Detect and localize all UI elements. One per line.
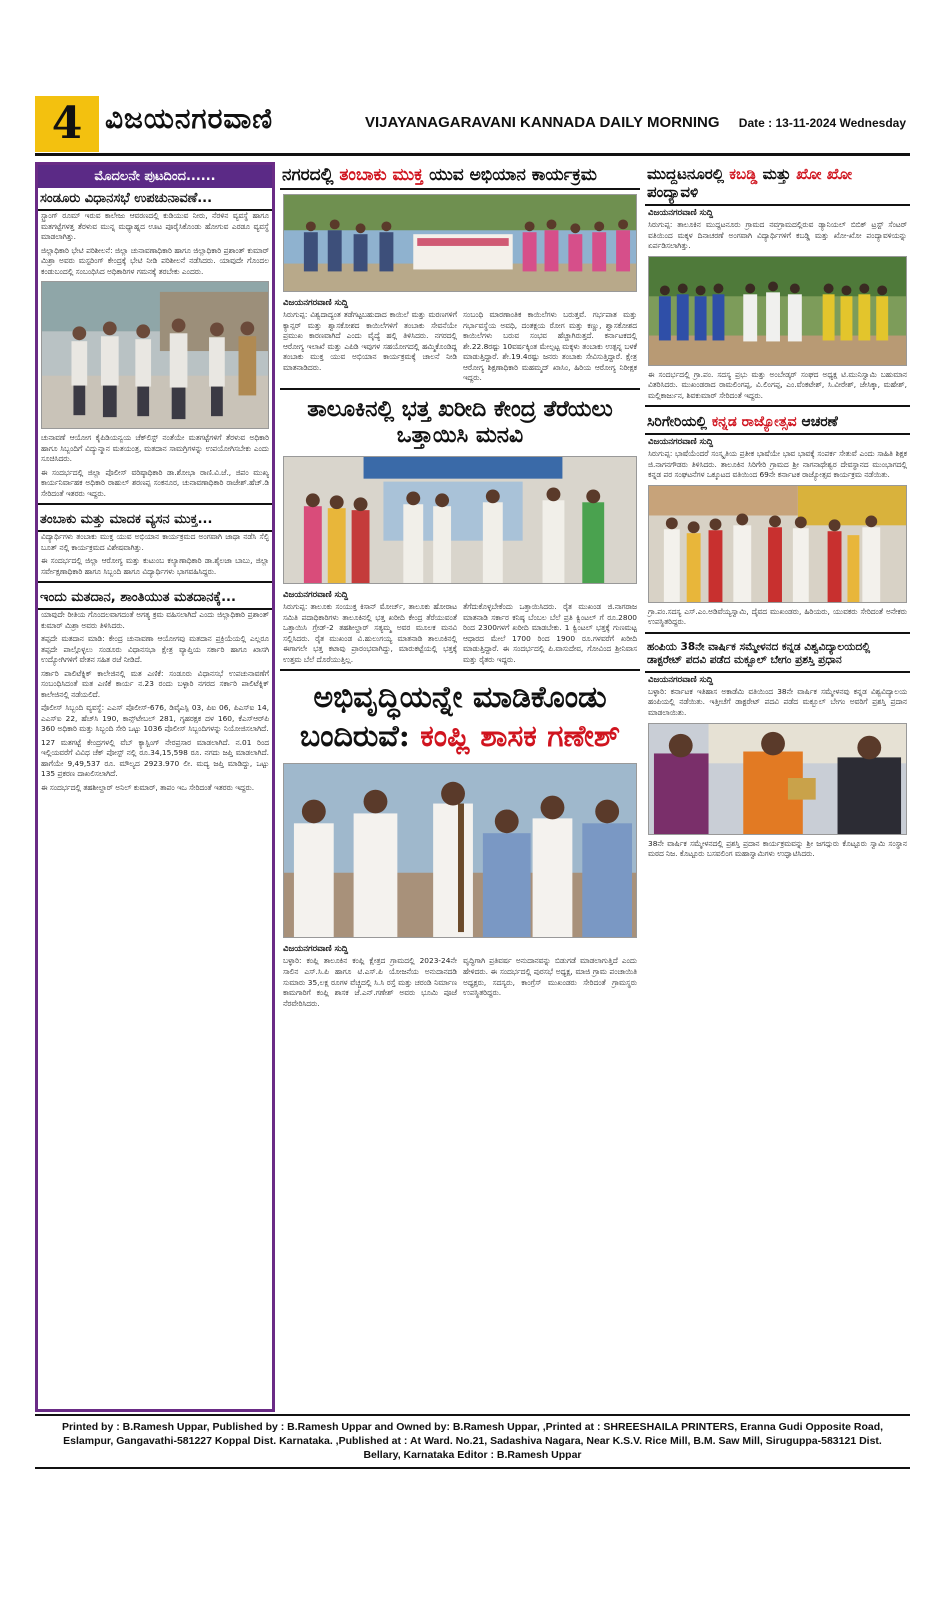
byline: ವಿಜಯನಗರವಾಣಿ ಸುದ್ದಿ (648, 208, 714, 218)
text-column: ಸಿರುಗುಪ್ಪ: ತಾಲೂಕು ಸಂಯುಕ್ತ ಕಿಸಾನ್ ಮೋರ್ಚ್, ತಾಲೂಕು ಹೋರಾಟ ಸಮಿತಿ ಪದಾಧಿಕಾರಿಗಳು ತಾಲೂಕಿನಲ್ಲಿ ಭತ್ತ ಖರೀದಿ ಕೇಂದ್ರ ತೆರೆಯುವಂತೆ ಒತ್ತಾಯಿಸಿ ಗ್ರೇಡ್-2 ತಹಶೀಲ್ದಾರ್ ಸತ್ಯಮ್ಮ ಅವರ ಮೂಲಕ ಮನವಿ ಸಲ್ಲಿಸಿದರು. ರೈತ ಮುಖಂಡ ವಿ.ಹುಲುಗಯ್ಯ ಮಾತನಾಡಿ ತಾಲೂಕಿನಲ್ಲಿ ಈಗಾಗಲೇ ಭತ್ತ ಕಟಾವು ಪ್ರಾರಂಭವಾಗಿದ್ದು, ಮಾರುಕಟ್ಟೆಯಲ್ಲಿ ಭತ್ತಕ್ಕೆ ಉತ್ತಮ ಬೆಲೆ ದೊರೆಯುತ್ತಿಲ್ಲ. (283, 602, 457, 664)
divider (645, 632, 910, 634)
paragraph: ಸರ್ಕಾರಿ ಪಾಲಿಟೆಕ್ನಿಕ್ ಕಾಲೇಜಿನಲ್ಲಿ ಮತ ಎಣಿಕೆ: ಸಂಡೂರು ವಿಧಾನಸಭೆ ಉಪಚುನಾವಣೆಗೆ ಸಂಬಂಧಿಸಿದಂತೆ ಮತ ಎಣಿಕೆ ಕಾರ್ಯ ನ.23 ರಂದು ಬಳ್ಳಾರಿ ನಗರದ ಸರ್ಕಾರಿ ಪಾಲಿಟೆಕ್ನಿಕ್ ಕಾಲೇಜಿನಲ್ಲಿ ನಡೆಯಲಿದೆ. (41, 668, 269, 699)
story-body (645, 839, 910, 860)
photo-kabaddi-teams (648, 256, 907, 366)
headline-part: ಮತ್ತು (757, 165, 797, 183)
story-body (38, 532, 272, 577)
paper-subtitle: VIJAYANAGARAVANI KANNADA DAILY MORNING (365, 114, 720, 131)
photo-officials-walking (41, 281, 269, 429)
print-line-text: Bellary, Karnataka Editor : B.Ramesh Uppar (363, 1449, 582, 1462)
headline-kampli-mla (280, 675, 640, 759)
headline-rajyotsava (645, 411, 910, 435)
print-line-text: Printed by : B.Ramesh Uppar, Published by : B.Ramesh Uppar and Owned by: B.Ramesh Uppar, ,Printed at : SHREESHAILA PRINTERS, Eranna Gudi Opposite Road, (61, 1421, 884, 1433)
right-column (645, 162, 910, 1412)
print-line (35, 1414, 910, 1469)
byline: ವಿಜಯನಗರವಾಣಿ ಸುದ್ದಿ (283, 944, 349, 955)
divider (280, 388, 640, 390)
text-column: ವೃದ್ಧಿಗಾಗಿ ಪ್ರತಿವರ್ಷ ಅನುದಾನವನ್ನು ಬಿಡುಗಡೆ ಮಾಡಲಾಗುತ್ತಿದೆ ಎಂದು ಹೇಳಿದರು. ಈ ಸಂದರ್ಭದಲ್ಲಿ ಪುರಸಭೆ ಅಧ್ಯಕ್ಷ, ಮಾಜಿ ಗ್ರಾಮ ಪಂಚಾಯಿತಿ ಅಧ್ಯಕ್ಷರು, ಸದಸ್ಯರು, ಕಾಂಗ್ರೆಸ್ ಮುಖಂಡರು ಸೇರಿದಂತೆ ಗ್ರಾಮಸ್ಥರು ಉಪಸ್ಥಿತರಿದ್ದರು. (463, 956, 637, 998)
headline-tobacco-free: ತಂಬಾಕು ಮತ್ತು ಮಾದಕ ವ್ಯಸನ ಮುಕ್ತ... (38, 509, 272, 532)
headline-paddy-procurement: ತಾಲೂಕಿನಲ್ಲಿ ಭತ್ತ ಖರೀದಿ ಕೇಂದ್ರ ತೆರೆಯಲು ಒತ್ತಾಯಿಸಿ ಮನವಿ (307, 396, 613, 448)
continued-banner: ಮೊದಲನೇ ಪುಟದಿಂದ...... (38, 165, 272, 188)
story-body (645, 220, 910, 252)
paragraph: ತಪ್ಪದೇ ಮತದಾನ ಮಾಡಿ: ಕೇಂದ್ರ ಚುನಾವಣಾ ಆಯೋಗವು ಮತದಾನ ಪ್ರಕ್ರಿಯೆಯಲ್ಲಿ ಎಲ್ಲರೂ ತಪ್ಪದೇ ಪಾಲ್ಗೊಳ್ಳಲು ಸಂಡೂರು ವಿಧಾನಸಭಾ ಕ್ಷೇತ್ರ ವ್ಯಾಪ್ತಿಯ ಸರ್ಕಾರಿ ಹಾಗೂ ಖಾಸಗಿ ಉದ್ಯೋಗಿಗಳಿಗೆ ವೇತನ ಸಹಿತ ರಜೆ ನೀಡಿದೆ. (41, 634, 269, 665)
paragraph: ಬಳ್ಳಾರಿ: ಕರ್ನಾಟಕ ಇತಿಹಾಸ ಅಕಾಡೆಮಿ ವತಿಯಿಂದ 38ನೇ ವಾರ್ಷಿಕ ಸಮ್ಮೇಳನವು ಕನ್ನಡ ವಿಶ್ವವಿದ್ಯಾಲಯ ಹಂಪಿಯಲ್ಲಿ ನಡೆಯಿತು. ಇತ್ತೀಚೆಗೆ ಡಾಕ್ಟರೇಟ್ ಪದವಿ ಪಡೆದ ಮಕ್ಬೂಲ್ ಬೇಗಂ ಅವರಿಗೆ ಪ್ರಶಸ್ತಿ ಪ್ರದಾನ ಮಾಡಲಾಯಿತು. (648, 686, 907, 717)
headline-part: ಯುವ ಅಭಿಯಾನ ಕಾರ್ಯಕ್ರಮ (423, 165, 597, 185)
text-column: ಸಂಬಂಧಿ ಮಾರಣಾಂತಿಕ ಕಾಯಿಲೆಗಳು ಬರುತ್ತವೆ. ಗರ್ಭಪಾತ ಮತ್ತು ಗರ್ಭಾವಸ್ಥೆಯ ಅವಧಿ, ದಂತಕ್ಷಯ ರೋಗ ಮತ್ತು ಕಣ್ಣು, ಶ್ವಾಸಕೋಶದ ಕಾಯಿಲೆಗಳು ಬರುವ ಸಂಭವ ಹೆಚ್ಚಾಗಿರುತ್ತದೆ. ಕರ್ನಾಟಕದಲ್ಲಿ ಶೇ.22.8ರಷ್ಟು 10ವರ್ಷಕ್ಕಿಂತ ಮೇಲ್ಪಟ್ಟ ಮಕ್ಕಳು ತಂಬಾಕು ಉತ್ಪನ್ನ ಬಳಕೆ ಮಾಡುತ್ತಿದ್ದಾರೆ. ಶೇ.19.4ರಷ್ಟು ಜನರು ತಂಬಾಕು ಸೇವಿಸುತ್ತಿದ್ದಾರೆ. ಕ್ಷೇತ್ರ ಆರೋಗ್ಯ ಶಿಕ್ಷಣಾಧಿಕಾರಿ ಮಹಮ್ಮದ್ ಖಾಸಿಂ, ಹಿರಿಯ ಆರೋಗ್ಯ ನಿರೀಕ್ಷಕ ಇದ್ದರು. (463, 310, 637, 383)
paragraph: ಜಿಲ್ಲಾಧಿಕಾರಿ ಭೇಟಿ ಪರಿಶೀಲನೆ: ಜಿಲ್ಲಾ ಚುನಾವಣಾಧಿಕಾರಿ ಹಾಗೂ ಜಿಲ್ಲಾಧಿಕಾರಿ ಪ್ರಶಾಂತ್ ಕುಮಾರ್ ಮಿಶ್ರಾ ಅವರು ಮಸ್ಟರಿಂಗ್ ಕೇಂದ್ರಕ್ಕೆ ಭೇಟಿ ನೀಡಿ ಪರಿಶೀಲನೆ ನಡೆಸಿದರು. ಯಾವುದೇ ಗೊಂದಲ ಕಂಡುಬಂದಲ್ಲಿ ಸಂಬಂಧಿಸಿದ ಅಧಿಕಾರಿಗಳ ಗಮನಕ್ಕೆ ತರಬೇಕು ಎಂದರು. (41, 245, 269, 276)
divider (645, 405, 910, 407)
headline-sandur-bypoll: ಸಂಡೂರು ವಿಧಾನಸಭೆ ಉಪಚುನಾವಣೆ... (38, 188, 272, 211)
paragraph: ಪೊಲೀಸ್ ಸಿಬ್ಬಂದಿ ವ್ಯವಸ್ಥೆ: ಎಎಸ್ ಪೊಲೀಸ್-676, ಡಿವೈಎಸ್ಪಿ 03, ಪಿಐ 06, ಪಿಎಸ್ಐ 14, ಎಎಸ್ಐ 22, ಹೆಚ್‌ಸಿ 190, ಕಾನ್ಸ್‌ಟೇಬಲ್ 281, ಗೃಹರಕ್ಷಕ ದಳ 160, ಕೆಎಸ್‌ಆರ್‌ಪಿ 360 ಅಧಿಕಾರಿ ಮತ್ತು ಸಿಬ್ಬಂದಿ ಸೇರಿ ಒಟ್ಟು 1036 ಪೊಲೀಸ್ ಸಿಬ್ಬಂದಿಗಳನ್ನು ನಿಯೋಜಿಸಲಾಗಿದೆ. (41, 703, 269, 734)
story-body (38, 610, 272, 793)
headline-highlight: ಕಬಡ್ಡಿ (729, 165, 758, 183)
middle-column (280, 162, 640, 1412)
paragraph: ವಿದ್ಯಾರ್ಥಿಗಳು ತಂಬಾಕು ಮುಕ್ತ ಯುವ ಅಭಿಯಾನ ಕಾರ್ಯಕ್ರಮದ ಅಂಗವಾಗಿ ಜಾಥಾ ನಡೆಸಿ ಸೆಲ್ಫಿ ಬೂತ್ ನಲ್ಲಿ ಕಾರ್ಯಕ್ರಮದ ವಿಶೇಷವಾಗಿತ್ತು. (41, 532, 269, 552)
headline-part: ಸಿರಿಗೇರಿಯಲ್ಲಿ (647, 414, 712, 431)
story-body (645, 370, 910, 402)
story-body (280, 602, 640, 665)
text-column: ಸಿರುಗುಪ್ಪ: ವಿಶ್ವದಾದ್ಯಂತ ತಡೆಗಟ್ಟಬಹುದಾದ ಕಾಯಿಲೆ ಮತ್ತು ಮರಣಗಳಿಗೆ ಕ್ಯಾನ್ಸರ್ ಮತ್ತು ಶ್ವಾಸಕೋಶದ ಕಾಯಿಲೆಗಳಿಗೆ ತಂಬಾಕು ಸೇವನೆಯೇ ಪ್ರಮುಖ ಕಾರಣವಾಗಿದೆ ಎಂದು ವೈದ್ಯೆ ಹಲ್ಲಿ ತಿಳಿಸಿದರು. ನಗರದಲ್ಲಿ ಆರೋಗ್ಯ ಇಲಾಖೆ ಮತ್ತು ಎಪಿಡಿ ಇವುಗಳ ಸಹಯೋಗದಲ್ಲಿ ಹಮ್ಮಿಕೊಂಡಿದ್ದ ತಂಬಾಕು ಮುಕ್ತ ಯುವ ಅಭಿಯಾನ ಕಾರ್ಯಕ್ರಮಕ್ಕೆ ಚಾಲನೆ ನೀಡಿ ಮಾತನಾಡಿದರು. (283, 310, 457, 372)
paragraph: ಸ್ಟ್ರಾಂಗ್ ರೂಮ್ ಇರುವ ಕಾಲೇಜು ಆವರಣದಲ್ಲಿ ಕುಡಿಯುವ ನೀರು, ನೆರಳಿನ ವ್ಯವಸ್ಥೆ ಹಾಗೂ ಮತಗಟ್ಟೆಗಳತ್ತ ತೆರಳುವ ಮುನ್ನ ಮಧ್ಯಾಹ್ನದ ಊಟ ಪೂರೈಸಿಕೊಂಡು ಹೋಗುವ ಎರಡೂ ವ್ಯವಸ್ಥೆ ಮಾಡಲಾಗಿತ್ತು. (41, 211, 269, 242)
issue-date: Date : 13-11-2024 Wednesday (738, 116, 906, 130)
story-body (280, 956, 640, 1009)
photo-rajyotsava-stage (648, 485, 907, 603)
story-body (280, 310, 640, 384)
text-column: ಬಳ್ಳಾರಿ: ಕಂಪ್ಲಿ ತಾಲೂಕಿನ ಕಂಪ್ಲಿ ಕ್ಷೇತ್ರದ ಗ್ರಾಮದಲ್ಲಿ 2023-24ನೇ ಸಾಲಿನ ಎಸ್.ಸಿ.ಪಿ ಹಾಗೂ ಟಿ.ಎಸ್.ಪಿ ಯೋಜನೆಯ ಅನುದಾನದಡಿ ಸುಮಾರು 35,ಲಕ್ಷ ರೂಗಳ ವೆಚ್ಚದಲ್ಲಿ ಸಿ.ಸಿ ರಸ್ತೆ ಮತ್ತು ಚರಂಡಿ ನಿರ್ಮಾಣ ಕಾಮಗಾರಿಗೆ ಕಂಪ್ಲಿ ಶಾಸಕ ಜೆ.ಎನ್.ಗಣೇಶ್ ಅವರು ಭೂಮಿ ಪೂಜೆ ನೆರವೇರಿಸಿದರು. (283, 956, 457, 1008)
headline-highlight: ಖೋ ಖೋ (796, 165, 853, 183)
headline-part: ಮುದ್ದಟನೂರಲ್ಲಿ (647, 165, 730, 183)
story-body (645, 687, 910, 719)
paragraph: ಯಾವುದೇ ರೀತಿಯ ಗೊಂದಲವಾಗದಂತೆ ಅಗತ್ಯ ಕ್ರಮ ವಹಿಸಲಾಗಿದೆ ಎಂದು ಜಿಲ್ಲಾಧಿಕಾರಿ ಪ್ರಶಾಂತ್ ಕುಮಾರ್ ಮಿಶ್ರಾ ಅವರು ತಿಳಿಸಿದರು. (41, 610, 269, 630)
paragraph: 38ನೇ ವಾರ್ಷಿಕ ಸಮ್ಮೇಳನದಲ್ಲಿ ಪ್ರಶಸ್ತಿ ಪ್ರದಾನ ಕಾರ್ಯಕ್ರಮವನ್ನು ಶ್ರೀ ಜಗದ್ಗುರು ಕೊಟ್ಟೂರು ಸ್ವಾಮಿ ಸಂಸ್ಥಾನ ಮಠದ ನಿಜ. ಕೊಟ್ಟೂರು ಬಸವಲಿಂಗ ಮಹಾಸ್ವಾಮಿಗಳು ಉದ್ಘಾಟಿಸಿದರು. (648, 838, 907, 859)
paragraph: ಸಿರುಗುಪ್ಪ: ಭಾಷೆಯೆಂದರೆ ಸಂಸ್ಕೃತಿಯ ಪ್ರತೀಕ ಭಾಷೆಯೇ ಭಾವ ಭಾವಕ್ಕೆ ಸಂಪರ್ಕ ಸೇತುವೆ ಎಂದು ಸಾಹಿತಿ ಶಿಕ್ಷಕ ಜಿ.ನಾಗನಗೌಡರು ತಿಳಿಸಿದರು. ತಾಲೂಕಿನ ಸಿರಿಗೇರಿ ಗ್ರಾಮದ ಶ್ರೀ ನಾಗನಾಥೇಶ್ವರ ದೇವಸ್ಥಾನದ ಮುಂಭಾಗದಲ್ಲಿ ಕನ್ನಡ ಪರ ಸಂಘಟನೆಗಳ ಒಕ್ಕೂಟದ ವತಿಯಿಂದ 69ನೇ ಕರ್ನಾಟಕ ರಾಜ್ಯೋತ್ಸವ ಕಾರ್ಯಕ್ರಮ ನಡೆಯಿತು. (648, 449, 907, 480)
page-number: 4 (35, 96, 99, 152)
headline-part: ಆಚರಣೆ (796, 414, 838, 431)
photo-tobacco-rally (283, 194, 637, 292)
photo-award-ceremony (648, 723, 907, 835)
headline-highlight: ಕಂಪ್ಲಿ ಶಾಸಕ ಗಣೇಶ್ (420, 719, 621, 755)
paragraph: ಸಿರುಗುಪ್ಪ: ತಾಲೂಕಿನ ಮುದ್ದಟನೂರು ಗ್ರಾಮದ ನವಗ್ರಾಮದಲ್ಲಿರುವ ಡ್ಯಾನಿಯಲ್ ಬಿಬಿಕ್ ಟ್ರಸ್ಟ್ ಸೆಂಟರ್ ವತಿಯಿಂದ ಮಕ್ಕಳ ದಿನಾಚರಣೆ ಅಂಗವಾಗಿ ವಿದ್ಯಾರ್ಥಿಗಳಿಗೆ ಕಬಡ್ಡಿ ಮತ್ತು ಖೋ-ಖೋ ಪಂದ್ಯಾವಳಿಯನ್ನು ಏರ್ಪಡಿಸಲಾಗಿತ್ತು. (648, 220, 907, 251)
paragraph: ಗ್ರಾ.ಪಂ.ಸದಸ್ಯ ಎಸ್.ಎಂ.ಅಡಿವೆಯ್ಯಸ್ವಾಮಿ, ದೈವದ ಮುಖಂಡರು, ಹಿರಿಯರು, ಯುವಕರು ಸೇರಿದಂತೆ ಅನೇಕರು ಉಪಸ್ಥಿತರಿದ್ದರು. (648, 606, 907, 627)
story-body (645, 607, 910, 628)
left-column (35, 162, 275, 1412)
photo-memorandum (283, 456, 637, 584)
headline-kabaddi-kho-kho (645, 162, 910, 206)
text-column: ತೆಗೆದುಕೊಳ್ಳಬೇಕೆಂದು ಒತ್ತಾಯಿಸಿದರು. ರೈತ ಮುಖಂಡ ಜಿ.ನಾಗರಾಜ ಮಾತನಾಡಿ ಸರ್ಕಾರ ಕನಿಷ್ಠ ಬೆಂಬಲ ಬೆಲೆ ಪ್ರತಿ ಕ್ವಿಂಟಲ್ ಗೆ ರೂ.2800 ರಿಂದ 2300ಗಳಗೆ ಖರೀದಿ ಮಾಡಬೇಕು. 1 ಕ್ವಿಂಟಲ್ ಭತ್ತಕ್ಕೆ ಗುಣಮಟ್ಟ ಆಧಾರದ ಮೇಲೆ 1700 ರಿಂದ 1900 ರೂ.ಗಳವರೆಗೆ ಖರೀದಿ ಮಾಡುತ್ತಿದ್ದಾರೆ. ಈ ಸಂದರ್ಭದಲ್ಲಿ ಪಿ.ವಾಸುದೇವ, ಗೋವಿಂದ ಶ್ರೀನಿವಾಸ ಮತ್ತು ರೈತರು ಇದ್ದರು. (463, 602, 637, 664)
headline-highlight: ತಂಬಾಕು ಮುಕ್ತ (339, 165, 424, 185)
byline: ವಿಜಯನಗರವಾಣಿ ಸುದ್ದಿ (283, 298, 349, 308)
headline-line (282, 717, 638, 756)
byline: ವಿಜಯನಗರವಾಣಿ ಸುದ್ದಿ (648, 674, 714, 685)
paragraph: ಚುನಾವಣೆ ಆಯೋಗ ಕೈಪಿಡಿಯನ್ವಯ ಚೆಕ್‌ಲಿಸ್ಟ್ ನಂತೆಯೇ ಮತಗಟ್ಟೆಗಳಿಗೆ ತೆರಳುವ ಅಧಿಕಾರಿ ಹಾಗೂ ಸಿಬ್ಬಂದಿಗೆ ವಿದ್ಯುನ್ಮಾನ ಮತಯಂತ್ರ, ಮತದಾನ ಸಾಮಗ್ರಿಗಳನ್ನು ಉಪಯೋಗಿಸಬೇಕು ಎಂದು ಸೂಚಿಸಿದರು. (41, 433, 269, 464)
headline-voting-today: ಇಂದು ಮತದಾನ, ಶಾಂತಿಯುತ ಮತದಾನಕ್ಕೆ... (38, 587, 272, 610)
paragraph: ಈ ಸಂದರ್ಭದಲ್ಲಿ ಗ್ರಾ.ಪಂ. ಸದಸ್ಯ ಪ್ರಭು ಮತ್ತು ಅಂಬೇಡ್ಕರ್ ಸಂಘದ ಅಧ್ಯಕ್ಷ ಟಿ.ಮುನಿಸ್ವಾಮಿ ಬಹುಮಾನ ವಿತರಿಸಿದರು. ಮುಖಂಡರಾದ ರಾಮಲಿಂಗಪ್ಪ, ವಿ.ಲಿಂಗಪ್ಪ, ಎಂ.ವೆಂಕಟೇಶ್, ಸಿ.ವೀರೇಶ್, ಜೇಸಿಕ್ಕಾ, ಮಹೇಶ್, ಮಲ್ಲಿಕಾರ್ಜುನ, ಶಿವಕುಮಾರ್ ಸೇರಿದಂತೆ ಇದ್ದರು. (648, 369, 907, 400)
headline-part: ಬಂದಿರುವೆ: (299, 719, 421, 755)
headline-hampi-award: ಹಂಪಿಯ 38ನೇ ವಾರ್ಷಿಕ ಸಮ್ಮೇಳನದ ಕನ್ನಡ ವಿಶ್ವವಿದ್ಯಾಲಯದಲ್ಲಿ ಡಾಕ್ಟರೇಟ್ ಪದವಿ ಪಡೆದ ಮಕ್ಬೂಲ್ ಬೇಗಂ ಪ್ರಶಸ್ತಿ ಪ್ರಧಾನ (645, 638, 910, 673)
story-body (38, 433, 272, 499)
paragraph: 127 ಮತಗಟ್ಟೆ ಕೇಂದ್ರಗಳಲ್ಲಿ ವೆಬ್ ಕ್ಯಾಸ್ಟಿಂಗ್ ನೇರಪ್ರಸಾರ ಮಾಡಲಾಗಿದೆ. ನ.01 ರಿಂದ ಇಲ್ಲಿಯವರೆಗೆ ವಿವಿಧ ಚೆಕ್ ಪೋಸ್ಟ್ ನಲ್ಲಿ ರೂ.34,15,598 ರೂ. ನಗದು ಜಪ್ತಿ ಮಾಡಲಾಗಿದೆ. ಹಾಗೆಯೇ 9,49,537 ರೂ. ಮೌಲ್ಯದ 2923.970 ಲೀ. ಮದ್ಯ ಜಪ್ತಿ ಮಾಡಿದ್ದು, ಒಟ್ಟು 135 ಪ್ರಕರಣ ದಾಖಲಿಸಲಾಗಿದೆ. (41, 737, 269, 779)
divider (280, 669, 640, 671)
paper-title: ವಿಜಯನಗರವಾಣಿ (105, 102, 274, 135)
headline-line: ಅಭಿವೃದ್ಧಿಯನ್ನೇ ಮಾಡಿಕೊಂಡು (313, 680, 607, 716)
headline-part: ಪಂದ್ಯಾವಳಿ (647, 183, 699, 201)
masthead (35, 96, 910, 156)
photo-bhoomi-pooja (283, 763, 637, 938)
headline-tobacco-campaign (280, 162, 640, 190)
story-body (38, 211, 272, 277)
divider (38, 503, 272, 505)
paragraph: ಈ ಸಂದರ್ಭದಲ್ಲಿ ಜಿಲ್ಲಾ ಪೊಲೀಸ್ ವರಿಷ್ಠಾಧಿಕಾರಿ ಡಾ.ಶೋಭಾ ರಾಣಿ.ವಿ.ಜೆ., ಜಿಪಂ ಮುಖ್ಯ ಕಾರ್ಯನಿರ್ವಾಹಕ ಅಧಿಕಾರಿ ರಾಹುಲ್ ಶರಣಪ್ಪ ಸಂಕನೂರ, ಚುನಾವಣಾಧಿಕಾರಿ ರಾಜೇಶ್.ಹೆಚ್.ಡಿ ಸೇರಿದಂತೆ ಇತರರು ಇದ್ದರು. (41, 467, 269, 498)
paragraph: ಈ ಸಂದರ್ಭದಲ್ಲಿ ಜಿಲ್ಲಾ ಆರೋಗ್ಯ ಮತ್ತು ಕುಟುಂಬ ಕಲ್ಯಾಣಾಧಿಕಾರಿ ಡಾ.ಶೈಲಜಾ ಬಾಬು, ಜಿಲ್ಲಾ ಸರ್ವೇಕ್ಷಣಾಧಿಕಾರಿ ಹಾಗೂ ಸಿಬ್ಬಂದಿ ಹಾಗೂ ವಿದ್ಯಾರ್ಥಿಗಳು ಭಾಗವಹಿಸಿದ್ದರು. (41, 556, 269, 576)
divider (38, 581, 272, 583)
paragraph: ಈ ಸಂದರ್ಭದಲ್ಲಿ ತಹಶೀಲ್ದಾರ್ ಅನಿಲ್ ಕುಮಾರ್, ತಾಪಂ ಇಒ ಸೇರಿದಂತೆ ಇತರರು ಇದ್ದರು. (41, 782, 255, 792)
byline: ವಿಜಯನಗರವಾಣಿ ಸುದ್ದಿ (283, 590, 349, 601)
print-line-text: Eslampur, Gangavathi-581227 Koppal Dist. Karnataka. ,Published at : At Ward. No.21, Sadashiva Nagara, Near K.S.V. Rice Mill, B.M. Saw Mill, Siruguppa-583121 Dist. (63, 1435, 882, 1448)
byline: ವಿಜಯನಗರವಾಣಿ ಸುದ್ದಿ (648, 437, 714, 448)
story-body (645, 449, 910, 481)
headline-highlight: ಕನ್ನಡ ರಾಜ್ಯೋತ್ಸವ (711, 414, 797, 431)
headline-part: ನಗರದಲ್ಲಿ (282, 165, 340, 185)
